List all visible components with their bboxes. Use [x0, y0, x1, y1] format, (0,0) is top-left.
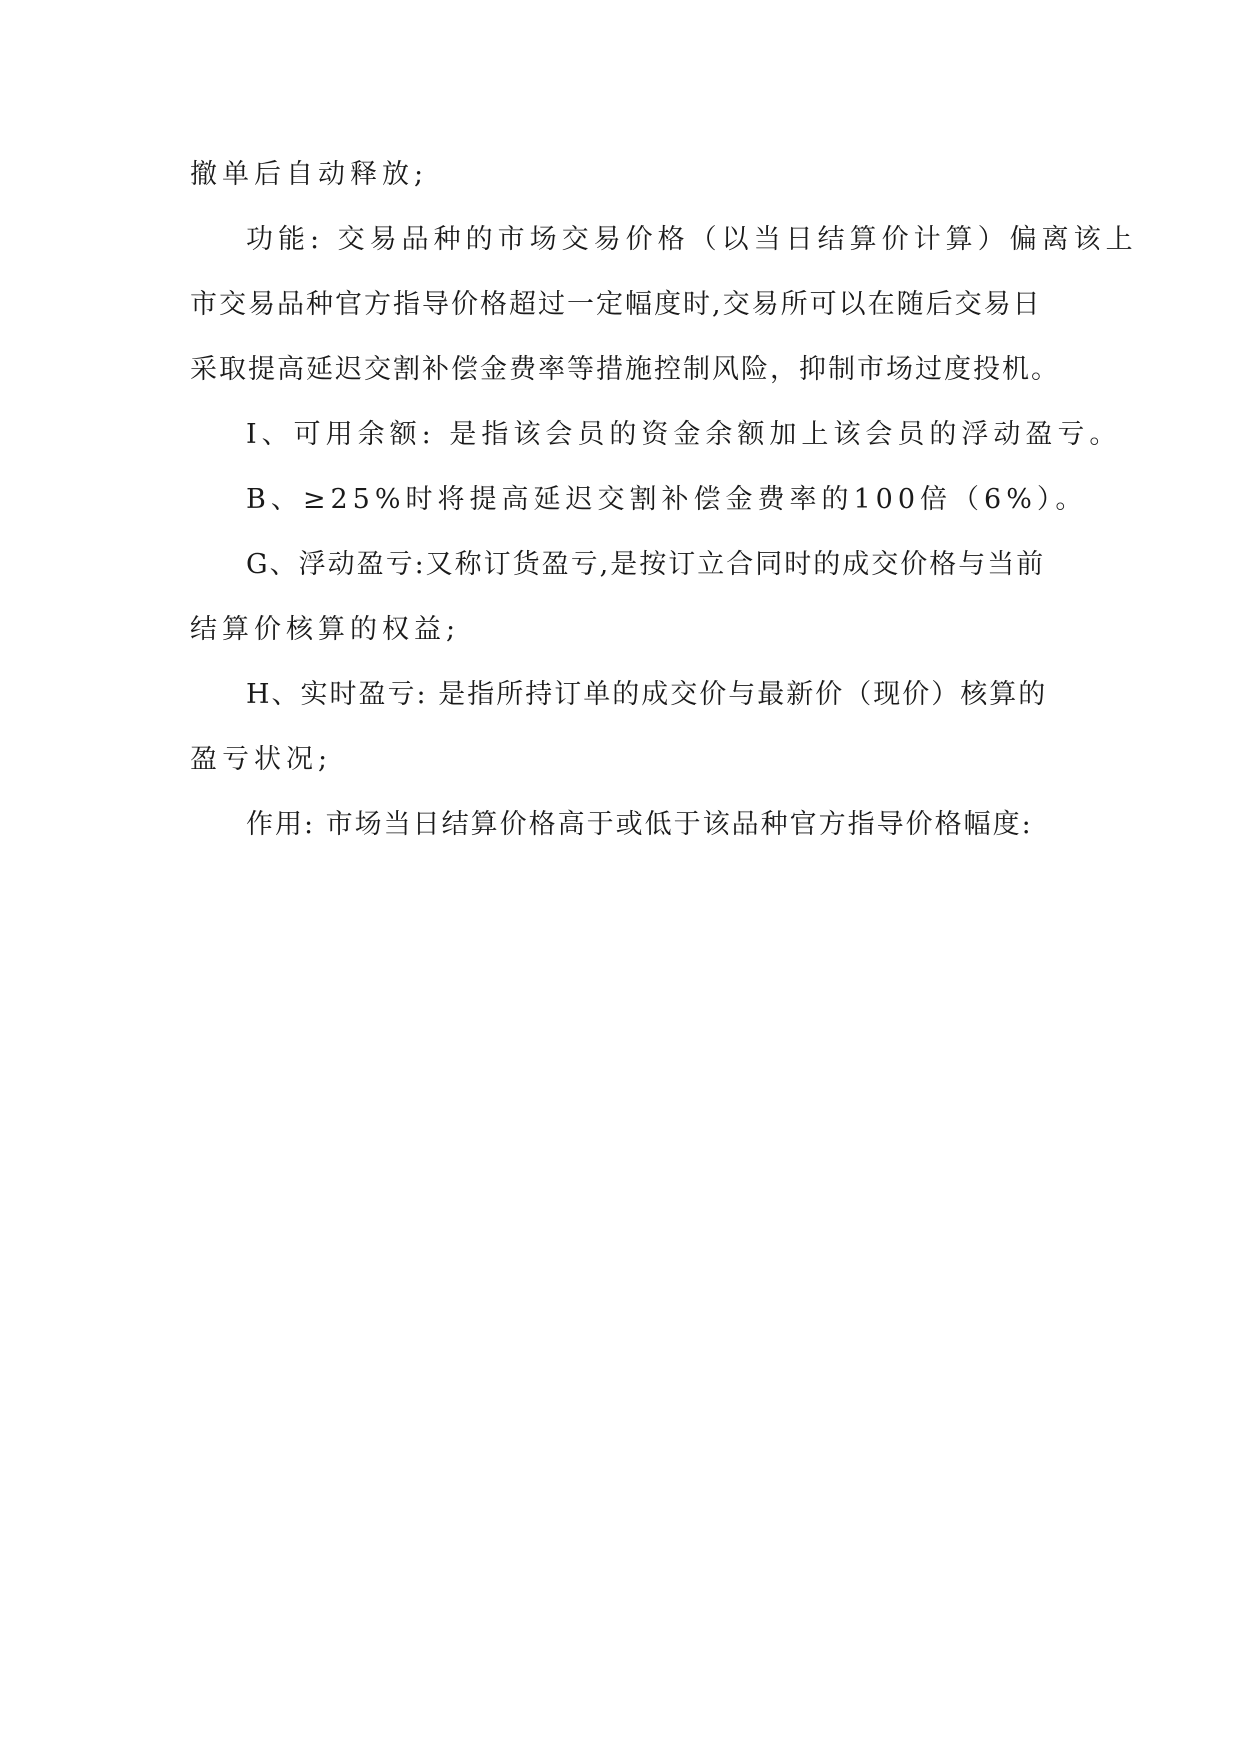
text-line-6: B、≥25%时将提高延迟交割补偿金费率的100倍（6%）。	[246, 484, 1088, 515]
document-body	[190, 155, 1138, 870]
text-line-4: 采取提高延迟交割补偿金费率等措施控制风险，抑制市场过度投机。	[190, 354, 1060, 385]
text-line-3: 市交易品种官方指导价格超过一定幅度时,交易所可以在随后交易日	[190, 289, 1042, 320]
text-line-2: 功能: 交易品种的市场交易价格（以当日结算价计算）偏离该上	[246, 224, 1138, 255]
text-line-8: 结算价核算的权益;	[190, 614, 461, 645]
text-line-7: G、浮动盈亏:又称订货盈亏,是按订立合同时的成交价格与当前	[246, 549, 1046, 580]
text-line-9: H、实时盈亏: 是指所持订单的成交价与最新价（现价）核算的	[246, 679, 1048, 710]
text-line-10: 盈亏状况;	[190, 744, 333, 775]
text-line-5: I、可用余额: 是指该会员的资金余额加上该会员的浮动盈亏。	[246, 419, 1122, 450]
text-line-1: 撤单后自动释放;	[190, 159, 429, 190]
text-line-11: 作用: 市场当日结算价格高于或低于该品种官方指导价格幅度:	[246, 809, 1033, 840]
